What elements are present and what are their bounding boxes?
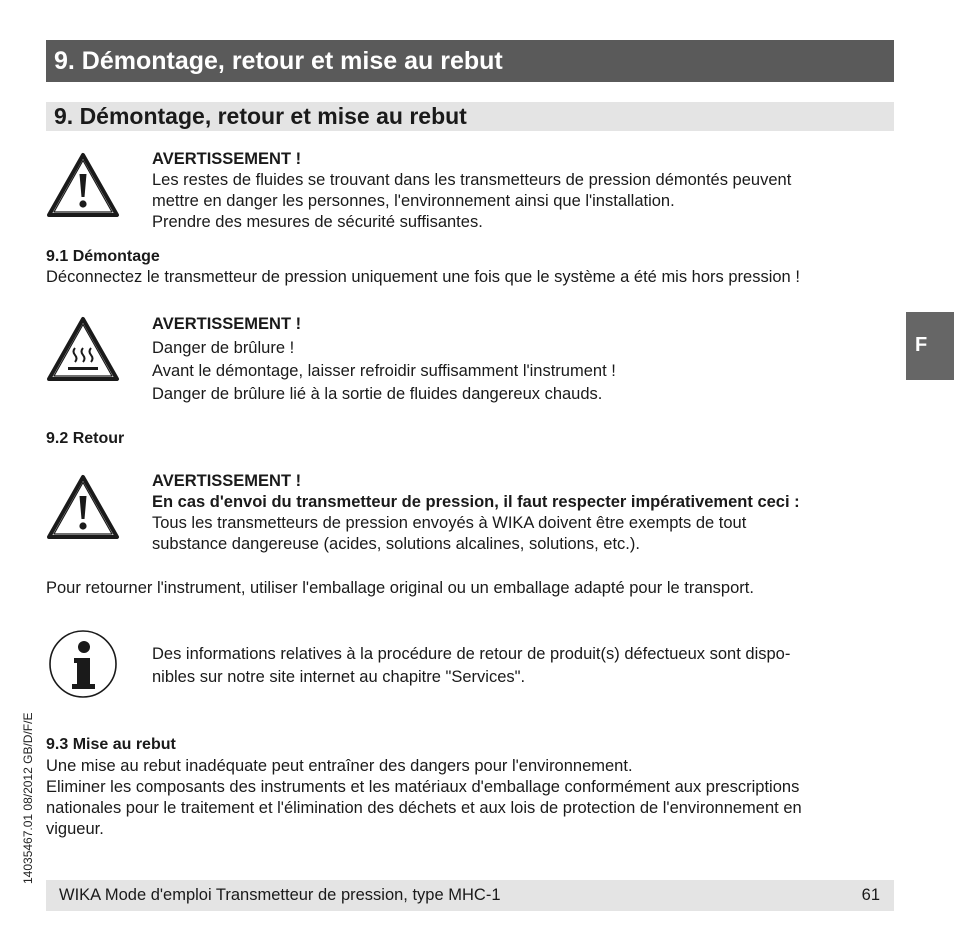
info-line1: Des informations relatives à la procédure de retour de produit(s) défectueux sont dispo- (152, 645, 791, 663)
section-9-3-title: 9.3 Mise au rebut (46, 736, 176, 753)
warning1-title: AVERTISSEMENT ! (152, 150, 302, 168)
warning-triangle-icon (46, 474, 120, 540)
footer-text: WIKA Mode d'emploi Transmetteur de pression, type MHC-1 (59, 886, 501, 904)
info-icon (48, 628, 118, 700)
warning1-line3: Prendre des mesures de sécurité suffisantes. (152, 213, 483, 231)
warning1-line1: Les restes de fluides se trouvant dans les transmetteurs de pression démontés peuvent (152, 171, 792, 189)
document-code: 14035467.01 08/2012 GB/D/F/E (21, 712, 35, 884)
warning2-title: AVERTISSEMENT ! (152, 315, 302, 333)
hot-surface-warning-icon (46, 316, 120, 382)
info-line2: nibles sur notre site internet au chapitre "Services". (152, 668, 526, 686)
warning3-line2: Tous les transmetteurs de pression envoyés à WIKA doivent être exempts de tout (152, 514, 747, 532)
warning2-line1: Danger de brûlure ! (152, 339, 295, 357)
section-9-1-text: Déconnectez le transmetteur de pression uniquement une fois que le système a été mis hors pression ! (46, 268, 800, 286)
section-9-1-title: 9.1 Démontage (46, 248, 160, 265)
return-text: Pour retourner l'instrument, utiliser l'emballage original ou un emballage adapté pour le transport. (46, 579, 754, 597)
footer (46, 880, 894, 911)
warning3-title: AVERTISSEMENT ! (152, 472, 302, 490)
warning2-line2: Avant le démontage, laisser refroidir suffisamment l'instrument ! (152, 362, 616, 380)
section-9-3-line1: Une mise au rebut inadéquate peut entraîner des dangers pour l'environnement. (46, 757, 633, 775)
language-tab: F (906, 312, 954, 380)
warning3-line1: En cas d'envoi du transmetteur de pression, il faut respecter impérativement ceci : (152, 493, 800, 511)
section-9-3-line4: vigueur. (46, 820, 104, 838)
warning3-line3: substance dangereuse (acides, solutions alcalines, solutions, etc.). (152, 535, 640, 553)
warning2-line3: Danger de brûlure lié à la sortie de fluides dangereux chauds. (152, 385, 603, 403)
section-header-dark: 9. Démontage, retour et mise au rebut (46, 40, 894, 82)
section-9-3-line3: nationales pour le traitement et l'élimination des déchets et aux lois de protection de l'environnement en (46, 799, 802, 817)
section-9-2-title: 9.2 Retour (46, 430, 125, 447)
page-number: 61 (861, 886, 880, 904)
warning-triangle-icon (46, 152, 120, 218)
section-9-3-line2: Eliminer les composants des instruments et les matériaux d'emballage conformément aux prescriptions (46, 778, 800, 796)
section-header-light: 9. Démontage, retour et mise au rebut (46, 102, 894, 131)
warning1-line2: mettre en danger les personnes, l'environnement ainsi que l'installation. (152, 192, 675, 210)
